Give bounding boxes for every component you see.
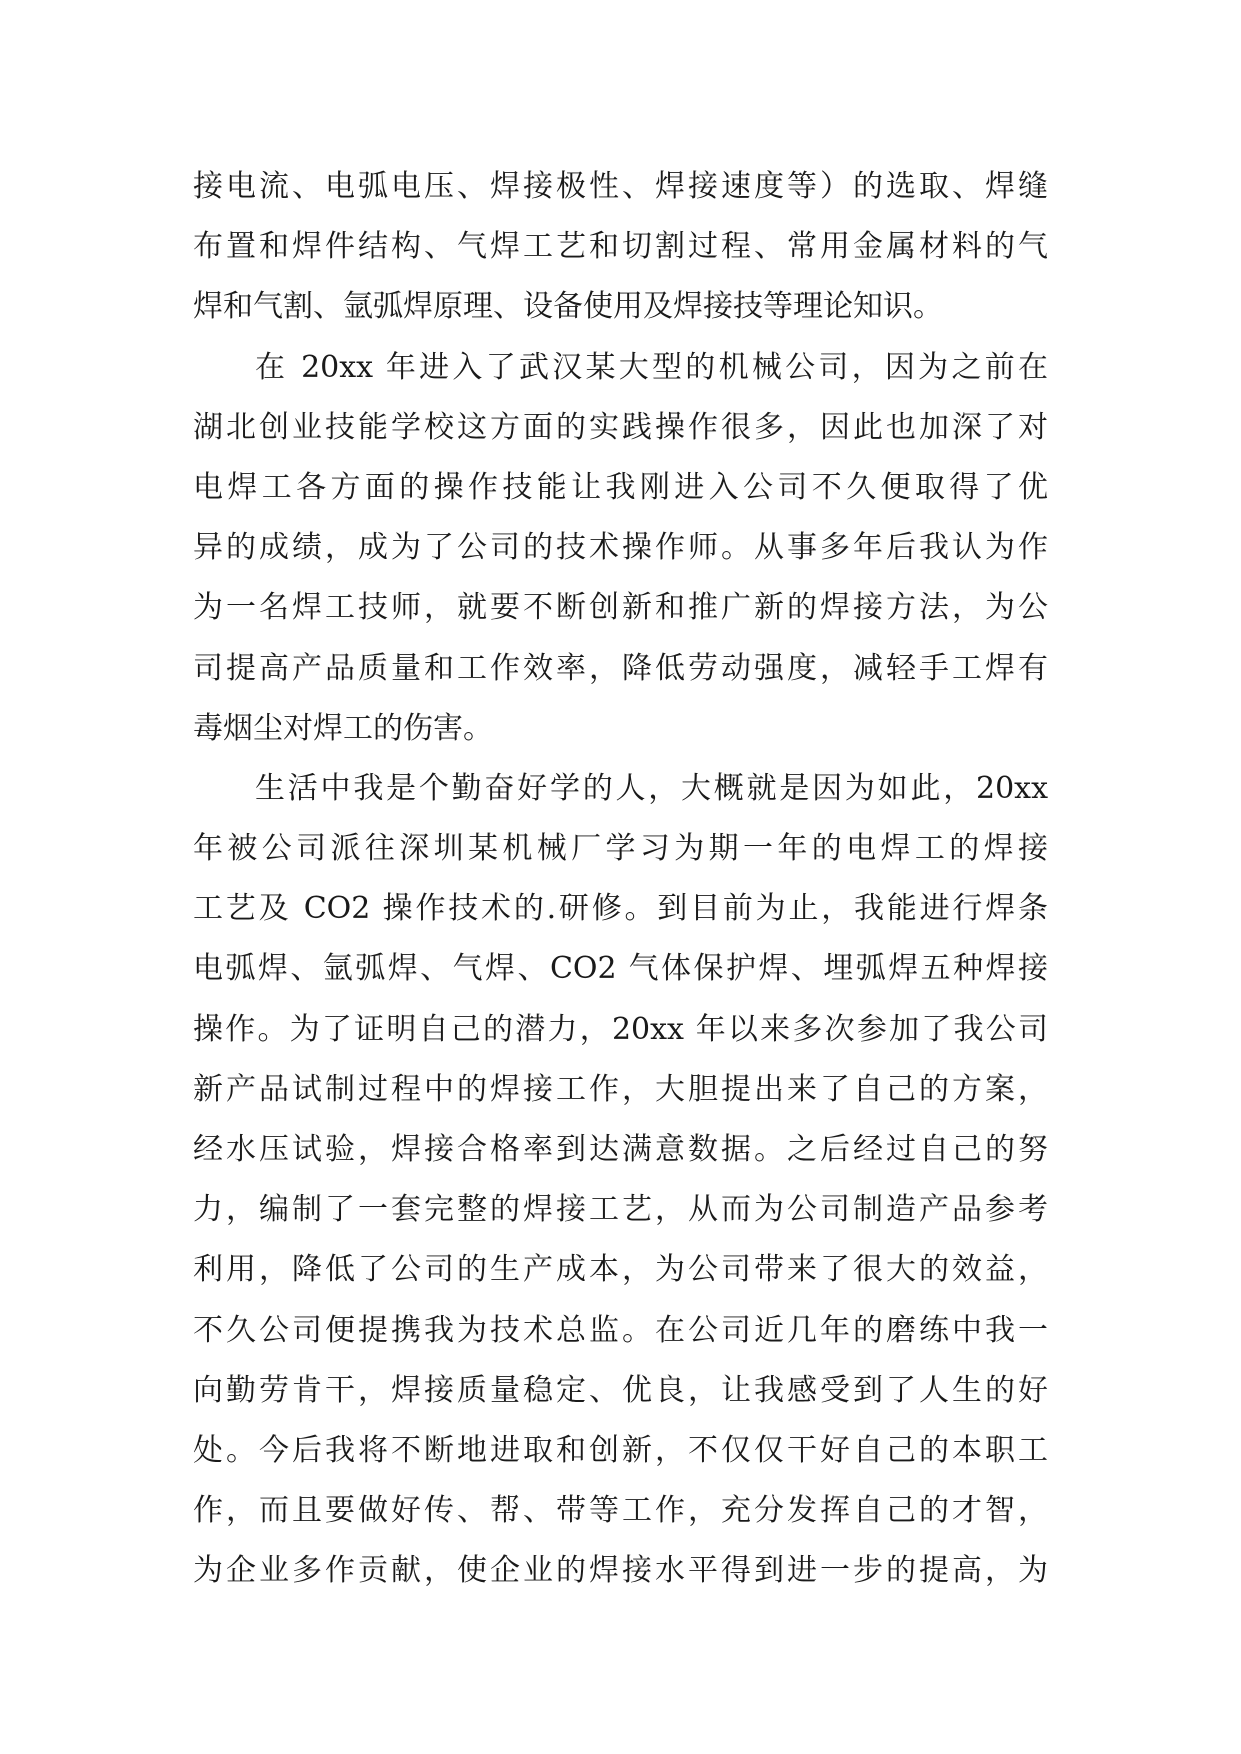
- text-line: 生活中我是个勤奋好学的人，大概就是因为如此，20xx: [255, 770, 1048, 806]
- text-line: 利用，降低了公司的生产成本，为公司带来了很大的效益，: [193, 1252, 1048, 1288]
- text-line: 电弧焊、氩弧焊、气焊、CO2 气体保护焊、埋弧焊五种焊接: [193, 951, 1048, 987]
- text-line: 作，而且要做好传、帮、带等工作，充分发挥自己的才智，: [193, 1493, 1048, 1529]
- text-line: 异的成绩，成为了公司的技术操作师。从事多年后我认为作: [193, 530, 1048, 566]
- text-line: 经水压试验，焊接合格率到达满意数据。之后经过自己的努: [193, 1132, 1048, 1167]
- text-line: 不久公司便提携我为技术总监。在公司近几年的磨练中我一: [193, 1312, 1048, 1348]
- text-line: 力，编制了一套完整的焊接工艺，从而为公司制造产品参考: [193, 1192, 1048, 1228]
- text-line: 电焊工各方面的操作技能让我刚进入公司不久便取得了优: [193, 469, 1048, 505]
- text-line: 新产品试制过程中的焊接工作，大胆提出来了自己的方案，: [193, 1071, 1048, 1107]
- text-line: 湖北创业技能学校这方面的实践操作很多，因此也加深了对: [193, 409, 1048, 445]
- text-line: 处。今后我将不断地进取和创新，不仅仅干好自己的本职工: [193, 1432, 1048, 1468]
- text-line: 向勤劳肯干，焊接质量稳定、优良，让我感受到了人生的好: [193, 1372, 1048, 1408]
- text-line: 为企业多作贡献，使企业的焊接水平得到进一步的提高，为: [193, 1553, 1048, 1589]
- paragraph-2: [193, 338, 1048, 759]
- text-line: 司提高产品质量和工作效率，降低劳动强度，减轻手工焊有: [193, 650, 1048, 686]
- text-line: 毒烟尘对焊工的伤害。: [193, 710, 493, 746]
- text-line: 焊和气割、氩弧焊原理、设备使用及焊接技等理论知识。: [193, 289, 943, 325]
- paragraph-1: [193, 157, 1048, 338]
- text-line: 工艺及 CO2 操作技术的.研修。到目前为止，我能进行焊条: [193, 891, 1048, 927]
- document-body: [193, 157, 1048, 1602]
- text-line: 布置和焊件结构、气焊工艺和切割过程、常用金属材料的气: [193, 229, 1048, 265]
- text-line: 为一名焊工技师，就要不断创新和推广新的焊接方法，为公: [193, 590, 1048, 626]
- text-line: 在 20xx 年进入了武汉某大型的机械公司，因为之前在: [255, 349, 1048, 385]
- paragraph-3: [193, 759, 1048, 1602]
- text-line: 接电流、电弧电压、焊接极性、焊接速度等）的选取、焊缝: [193, 169, 1048, 204]
- text-line: 年被公司派往深圳某机械厂学习为期一年的电焊工的焊接: [193, 831, 1048, 867]
- text-line: 操作。为了证明自己的潜力，20xx 年以来多次参加了我公司: [193, 1011, 1048, 1047]
